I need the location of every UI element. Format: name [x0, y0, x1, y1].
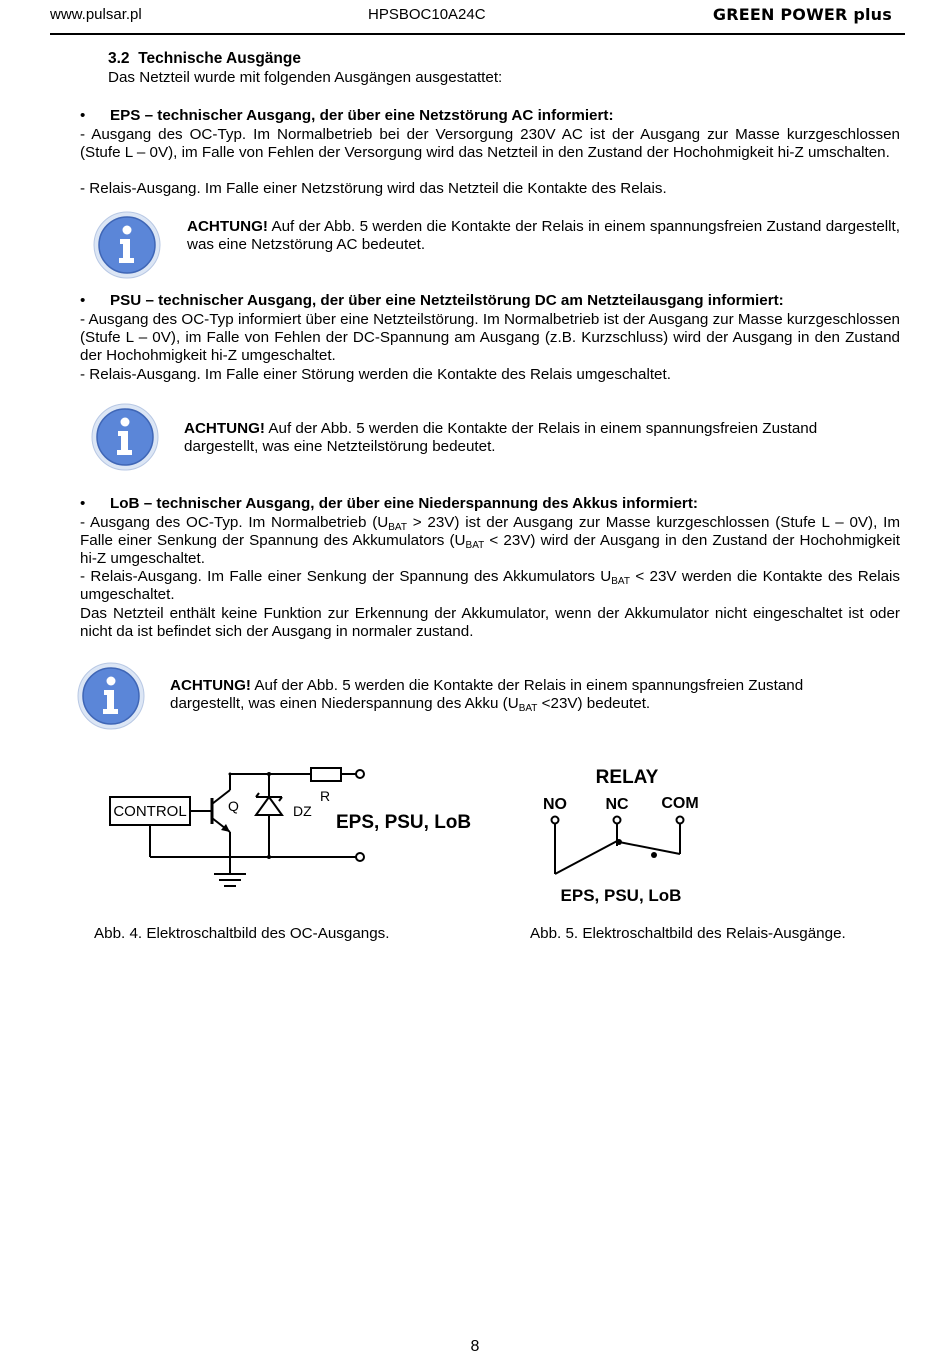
bullet: •	[80, 495, 86, 512]
q-label: Q	[228, 798, 239, 814]
section-title: Technische Ausgänge	[138, 50, 301, 67]
bullet: •	[80, 292, 86, 309]
eps-note-text: Auf der Abb. 5 werden die Kontakte der Relais in einem spannungsfreien Zustand dargestellt, was eine Netzstörung AC bedeutet.	[187, 218, 900, 254]
section-intro: Das Netzteil wurde mit folgenden Ausgängen ausgestattet:	[108, 69, 503, 86]
info-icon	[90, 402, 160, 472]
relay-output-label: EPS, PSU, LoB	[560, 886, 682, 905]
lob-note-line2: dargestellt, was einen Niederspannung des Akku $(U_{BAT} <23V)$ bedeutet.	[170, 695, 651, 715]
psu-note-label: ACHTUNG!	[184, 420, 265, 437]
info-icon	[92, 210, 162, 280]
eps-note-label: ACHTUNG!	[187, 218, 268, 235]
dz-label: DZ	[293, 803, 312, 819]
oc-output-label: EPS, PSU, LoB	[336, 812, 472, 833]
relay-title: RELAY	[595, 767, 659, 788]
psu-heading	[80, 292, 900, 310]
psu-line2: - Relais-Ausgang. Im Falle einer Störung werden die Kontakte des Relais umgeschaltet.	[80, 366, 671, 383]
no-label: NO	[543, 796, 567, 813]
com-label: COM	[661, 795, 699, 812]
eps-note	[187, 218, 900, 254]
relay-schematic	[535, 760, 735, 910]
lob-line3: Das Netzteil enthält keine Funktion zur Erkennung der Akkumulator, wenn der Akkumulator nicht eingeschaltet ist oder nicht da ist befindet sich der Ausgang in normaler zustand.	[80, 605, 900, 641]
psu-note-line1: Auf der Abb. 5 werden die Kontakte der Relais in einem spannungsfreien Zustand	[265, 420, 818, 437]
psu-line1: - Ausgang des OC-Typ informiert über eine Netzteilstörung. Im Normalbetrieb ist der Ausgang zur Masse kurzgeschlossen (Stufe L – 0V), im Falle von Fehlen der DC-Spannung am Ausgang (z.B. Kurzschluss) wird der Ausgang in den Zustand der Hochohmigkeit hi-Z umgeschaltet.	[80, 311, 900, 365]
lob-line2: - Relais-Ausgang. Im Falle einer Senkung der Spannung des Akkumulators $U_{BAT} < 23V$ werden die Kontakte des Relais umgeschaltet.	[80, 568, 900, 604]
psu-note	[184, 420, 884, 456]
resistor-r	[311, 768, 341, 781]
bullet: •	[80, 107, 86, 124]
r-label: R	[320, 788, 331, 804]
eps-heading-text: EPS – technischer Ausgang, der über eine Netzstörung AC informiert:	[110, 107, 614, 124]
nc-label: NC	[605, 796, 629, 813]
psu-note-line2: dargestellt, was eine Netzteilstörung bedeutet.	[184, 438, 496, 456]
lob-note	[170, 677, 890, 713]
psu-heading-text: PSU – technischer Ausgang, der über eine Netzteilstörung DC am Netzteilausgang informiert:	[110, 292, 784, 309]
header-rule	[50, 33, 905, 35]
zener-diode	[256, 797, 282, 815]
lob-note-label: ACHTUNG!	[170, 677, 251, 694]
eps-heading	[80, 107, 900, 125]
header-model: HPSBOC10A24C	[368, 6, 486, 23]
section-heading	[108, 50, 301, 68]
lob-heading	[80, 495, 900, 513]
lob-line1: - Ausgang des OC-Typ. Im Normalbetrieb $(U_{BAT} > 23V)$ ist der Ausgang zur Masse kurzgeschlossen (Stufe L – 0V), Im Falle einer Senkung der Spannung des Akkumulators $(U_{BAT} < 23V)$ wird der Ausgang in den Zustand der Hochohmigkeit hi-Z umgeschaltet.	[80, 514, 900, 568]
lob-heading-text: LoB – technischer Ausgang, der über eine Niederspannung des Akkus informiert:	[110, 495, 698, 512]
oc-output-schematic	[100, 760, 490, 900]
info-icon	[76, 661, 146, 731]
figure-4-caption: Abb. 4. Elektroschaltbild des OC-Ausgangs.	[94, 925, 390, 942]
page-number: 8	[470, 1338, 480, 1355]
control-label: CONTROL	[113, 803, 187, 820]
lob-note-line1: Auf der Abb. 5 werden die Kontakte der Relais in einem spannungsfreien Zustand	[251, 677, 804, 694]
header-website: www.pulsar.pl	[50, 6, 142, 23]
figure-5-caption: Abb. 5. Elektroschaltbild des Relais-Ausgänge.	[530, 925, 846, 942]
header-brand: GREEN POWER plus	[712, 5, 892, 24]
eps-line2: - Relais-Ausgang. Im Falle einer Netzstörung wird das Netzteil die Kontakte des Relais.	[80, 180, 667, 197]
eps-line1: - Ausgang des OC-Typ. Im Normalbetrieb bei der Versorgung 230V AC ist der Ausgang zur Masse kurzgeschlossen (Stufe L – 0V), im Falle von Fehlen der Versorgung wird das Netzteil in den Zustand der Hochohmigkeit hi-Z umschalten.	[80, 126, 900, 162]
section-number: 3.2	[108, 50, 130, 67]
